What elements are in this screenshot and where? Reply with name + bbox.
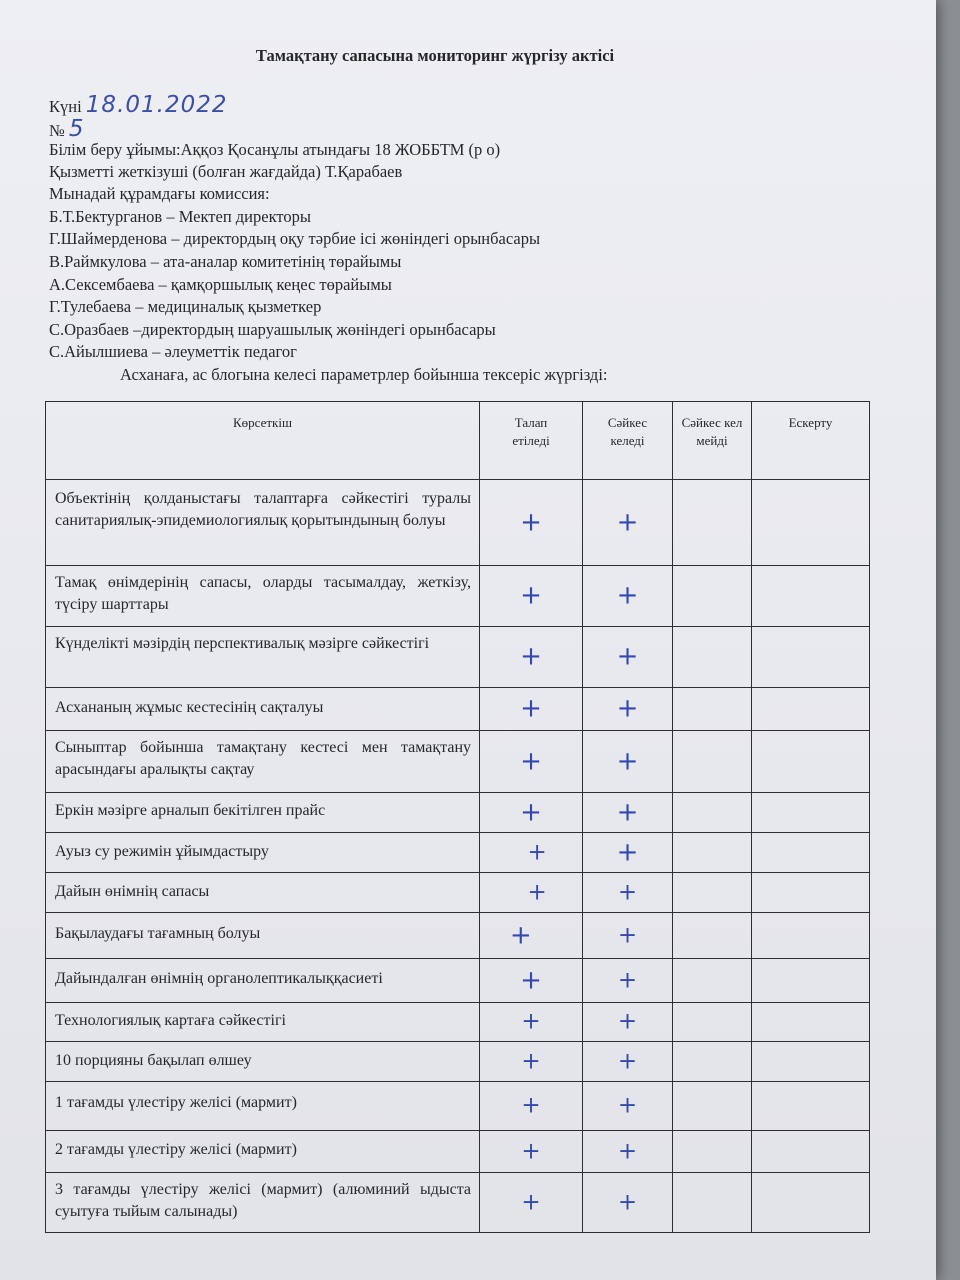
number-line <box>49 116 85 142</box>
commission-member: Г.Тулебаева – медициналық қызметкер <box>49 297 322 316</box>
table-row <box>46 1130 869 1172</box>
required-mark: + <box>520 745 542 776</box>
noncompliant-cell <box>672 731 751 792</box>
note-cell <box>751 873 869 912</box>
header-indicator: Көрсеткіш <box>233 415 292 430</box>
noncompliant-cell <box>672 833 751 872</box>
header-compliant: Сәйкес келеді <box>582 402 672 479</box>
compliant-mark: + <box>616 506 639 537</box>
table-row <box>46 792 869 832</box>
indicator-text: Технологиялық картаға сәйкестігі <box>55 1012 286 1029</box>
noncompliant-cell <box>672 1082 751 1130</box>
indicator-text: Бақылаудағы тағамның болуы <box>55 925 261 942</box>
header-required: Талап етіледі <box>479 402 582 479</box>
indicator-text: Еркін мәзірге арналып бекітілген прайс <box>55 802 326 819</box>
compliant-mark: + <box>616 796 639 827</box>
table-row <box>46 479 869 565</box>
commission-member: С.Айылшиева – әлеуметтік педагог <box>49 342 297 361</box>
noncompliant-cell <box>672 959 751 1002</box>
noncompliant-cell <box>672 913 751 958</box>
table-row <box>46 912 869 958</box>
required-mark: + <box>521 1008 541 1035</box>
commission-member: Г.Шаймерденова – директордың оқу тәрбие ісі жөніндегі орынбасары <box>49 229 541 248</box>
commission-member: С.Оразбаев –директордың шаруашылық жөніндегі орынбасары <box>49 320 496 339</box>
compliant-mark: + <box>616 836 639 867</box>
compliant-mark: + <box>616 745 639 776</box>
indicator-text: 1 тағамды үлестіру желісі (мармит) <box>55 1094 297 1111</box>
organization-line: Білім беру ұйымы:Аққоз Қосанұлы атындағы 18 ЖОББТМ (р о) <box>49 140 501 159</box>
noncompliant-cell <box>672 1173 751 1232</box>
required-mark: + <box>509 919 532 950</box>
number-label: № <box>49 121 65 140</box>
indicator-text: Сыныптар бойынша тамақтану кестесі мен тамақтану арасындағы аралықты сақтау <box>55 739 471 778</box>
noncompliant-cell <box>672 688 751 730</box>
note-cell <box>751 1003 869 1041</box>
table-row <box>46 1041 869 1081</box>
compliant-mark: + <box>616 580 639 611</box>
table-row <box>46 730 869 792</box>
required-mark: + <box>520 693 542 724</box>
note-cell <box>751 793 869 832</box>
compliant-mark: + <box>617 1092 638 1119</box>
note-cell <box>751 480 869 565</box>
note-cell <box>751 731 869 792</box>
indicator-text: 3 тағамды үлестіру желісі (мармит) (алюминий ыдыста суытуға тыйым салынады) <box>55 1181 471 1220</box>
noncompliant-cell <box>672 566 751 626</box>
note-cell <box>751 959 869 1002</box>
indicator-text: 2 тағамды үлестіру желісі (мармит) <box>55 1141 297 1158</box>
compliant-mark: + <box>617 1188 638 1215</box>
table-header-row <box>46 402 869 479</box>
note-cell <box>751 913 869 958</box>
table-row <box>46 1172 869 1232</box>
indicator-text: Тамақ өнімдерінің сапасы, оларды тасымалдау, жеткізу, түсіру шарттары <box>55 574 471 613</box>
date-label: Күні <box>49 97 82 116</box>
table-row <box>46 958 869 1002</box>
required-mark: + <box>527 838 547 865</box>
required-mark: + <box>521 1137 541 1164</box>
table-row <box>46 832 869 872</box>
compliant-mark: + <box>617 966 638 993</box>
indicator-text: Объектінің қолданыстағы талаптарға сәйкестігі туралы санитариялық-эпидемиологиялық қорытындының болуы <box>55 490 471 529</box>
indicator-text: Дайын өнімнің сапасы <box>55 883 210 900</box>
compliant-mark: + <box>617 878 638 905</box>
inspection-intro: Асханаға, ас блогына келесі параметрлер бойынша тексеріс жүргізді: <box>120 365 608 384</box>
table-row <box>46 565 869 626</box>
indicator-text: Асхананың жұмыс кестесінің сақталуы <box>55 699 324 716</box>
note-cell <box>751 833 869 872</box>
note-cell <box>751 1131 869 1172</box>
compliant-mark: + <box>617 921 638 948</box>
required-mark: + <box>520 964 542 995</box>
required-mark: + <box>521 1092 541 1119</box>
commission-member: А.Сексембаева – қамқоршылық кеңес төрайымы <box>49 275 392 294</box>
required-mark: + <box>521 1188 541 1215</box>
noncompliant-cell <box>672 1131 751 1172</box>
required-mark: + <box>520 506 542 537</box>
compliant-mark: + <box>616 641 639 672</box>
indicator-text: Ауыз су режимін ұйымдастыру <box>55 843 269 860</box>
note-cell <box>751 566 869 626</box>
handwritten-number: 5 <box>68 116 85 142</box>
noncompliant-cell <box>672 1003 751 1041</box>
header-note: Ескерту <box>751 402 869 479</box>
handwritten-date: 18.01.2022 <box>85 92 228 118</box>
noncompliant-cell <box>672 627 751 687</box>
compliant-mark: + <box>616 693 639 724</box>
compliant-mark: + <box>617 1047 638 1074</box>
supplier-line: Қызметті жеткізуші (болған жағдайда) Т.Қарабаев <box>49 162 403 181</box>
document-title: Тамақтану сапасына мониторинг жүргізу актісі <box>255 46 615 65</box>
table-row <box>46 872 869 912</box>
required-mark: + <box>520 641 542 672</box>
date-line <box>49 92 228 118</box>
required-mark: + <box>521 1047 541 1074</box>
note-cell <box>751 688 869 730</box>
inspection-table <box>45 401 870 1233</box>
table-row <box>46 1081 869 1130</box>
table-row <box>46 626 869 687</box>
header-noncompliant: Сәйкес келмейді <box>672 402 751 479</box>
commission-heading: Мынадай құрамдағы комиссия: <box>49 184 270 203</box>
required-mark: + <box>527 878 547 905</box>
indicator-text: Дайындалған өнімнің органолептикалыққасиеті <box>55 970 383 987</box>
note-cell <box>751 1082 869 1130</box>
noncompliant-cell <box>672 793 751 832</box>
indicator-text: Күнделікті мәзірдің перспективалық мәзірге сәйкестігі <box>55 635 430 652</box>
table-row <box>46 687 869 730</box>
required-mark: + <box>520 796 542 827</box>
table-row <box>46 1002 869 1041</box>
indicator-text: 10 порцияны бақылап өлшеу <box>55 1052 252 1069</box>
noncompliant-cell <box>672 873 751 912</box>
required-mark: + <box>520 580 542 611</box>
noncompliant-cell <box>672 480 751 565</box>
commission-member: Б.Т.Бектурганов – Мектеп директоры <box>49 207 311 226</box>
compliant-mark: + <box>617 1008 638 1035</box>
note-cell <box>751 627 869 687</box>
compliant-mark: + <box>617 1137 638 1164</box>
noncompliant-cell <box>672 1042 751 1081</box>
note-cell <box>751 1042 869 1081</box>
commission-member: В.Раймкулова – ата-аналар комитетінің төрайымы <box>49 252 402 271</box>
note-cell <box>751 1173 869 1232</box>
